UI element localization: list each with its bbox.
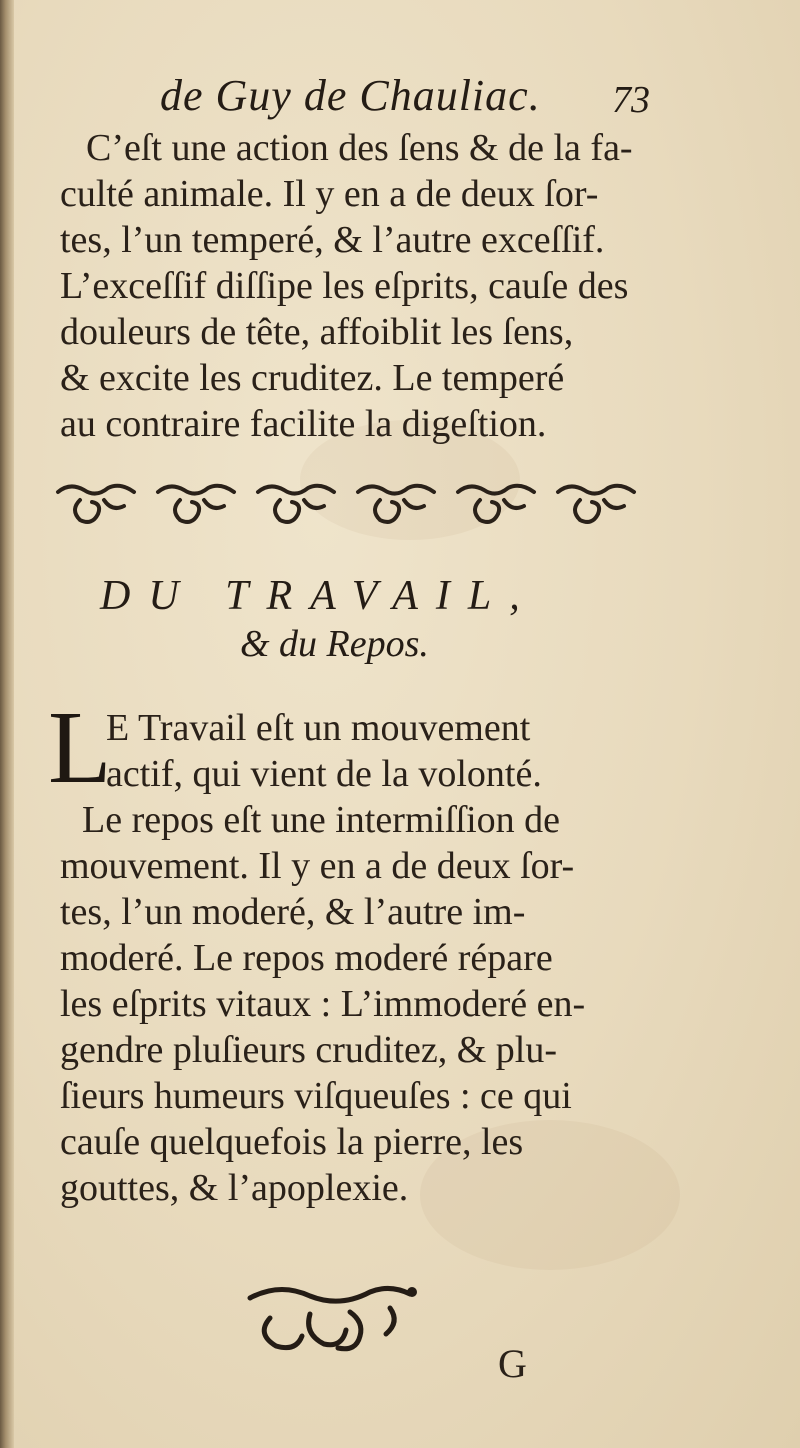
page-number: 73: [612, 79, 650, 121]
paragraph-2: [60, 705, 660, 1211]
text-line: cauſe quelquefois la pierre, les: [60, 1121, 524, 1163]
section-subtitle: & du Repos.: [240, 623, 429, 665]
drop-cap: L: [48, 690, 112, 805]
section-title: DU TRAVAIL,: [100, 573, 538, 619]
tailpiece-ornament: [240, 1278, 420, 1358]
text-line: douleurs de tête, affoiblit les ſens,: [60, 311, 574, 353]
paragraph-1: [60, 125, 660, 447]
text-line: les eſprits vitaux : L’immoderé en-: [60, 983, 586, 1025]
text-line: ſieurs humeurs viſqueuſes : ce qui: [60, 1075, 572, 1117]
ornament-unit: [58, 486, 134, 522]
text-line: gendre pluſieurs cruditez, & plu-: [60, 1029, 558, 1071]
page-header: [160, 70, 680, 120]
text-line: C’eſt une action des ſens & de la fa-: [86, 127, 633, 169]
text-line: gouttes, & l’apoplexie.: [60, 1167, 409, 1209]
text-line: culté animale. Il y en a de deux ſor-: [60, 173, 599, 215]
text-line: E Travail eſt un mouvement: [106, 707, 531, 749]
text-line: & excite les cruditez. Le temperé: [60, 357, 565, 399]
ornament-band: [50, 478, 660, 538]
text-line: tes, l’un temperé, & l’autre exceſſif.: [60, 219, 605, 261]
text-line: tes, l’un moderé, & l’autre im-: [60, 891, 526, 933]
text-line: moderé. Le repos moderé répare: [60, 937, 553, 979]
text-line: actif, qui vient de la volonté.: [106, 753, 542, 795]
text-line: mouvement. Il y en a de deux ſor-: [60, 845, 575, 887]
text-line: au contraire facilite la digeſtion.: [60, 403, 547, 445]
text-line: Le repos eſt une intermiſſion de: [82, 799, 561, 841]
running-head: de Guy de Chauliac.: [160, 71, 541, 120]
signature-mark: G: [498, 1341, 527, 1386]
binding-gutter: [0, 0, 14, 1448]
text-line: L’exceſſif diſſipe les eſprits, cauſe des: [60, 265, 629, 307]
